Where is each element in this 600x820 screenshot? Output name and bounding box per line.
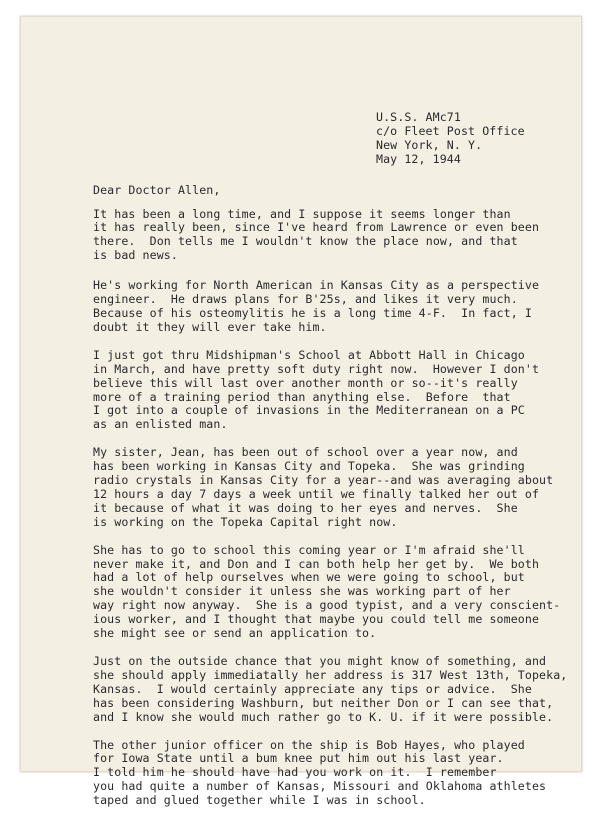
- text-line: engineer. He draws plans for B'25s, and likes it very much.: [93, 292, 518, 307]
- text-line: Just on the outside chance that you might know of something, and: [93, 654, 547, 668]
- text-line: Kansas. I would certainly appreciate any tips or advice. She: [93, 681, 532, 696]
- text-line: she should apply immediatally her address is 317 West 13th, Topeka,: [93, 667, 568, 682]
- letter-body: [93, 110, 568, 820]
- text-line: in March, and have pretty soft duty right now. However I don't: [93, 361, 540, 376]
- text-line: Because of his osteomylitis he is a long time 4-F. In fact, I: [93, 305, 532, 320]
- text-line: I got into a couple of invasions in the Mediterranean on a PC: [93, 403, 525, 418]
- salutation: Dear Doctor Allen,: [93, 182, 221, 197]
- paragraph-7: [93, 739, 563, 809]
- text-line: taped and glued together while I was in school.: [93, 793, 426, 808]
- text-line: doubt it they will ever take him.: [93, 319, 327, 334]
- text-line: is bad news.: [93, 248, 178, 263]
- text-line: It has been a long time, and I suppose it seems longer than: [93, 206, 511, 221]
- text-line: I just got thru Midshipman's School at Abbott Hall in Chicago: [93, 347, 525, 362]
- address-line: New York, N. Y.: [376, 137, 483, 152]
- text-line: it has really been, since I've heard from Lawrence or even been: [93, 220, 540, 235]
- text-line: He's working for North American in Kansas City as a perspective: [93, 278, 540, 293]
- letter-page: [20, 16, 582, 808]
- text-line: The other junior officer on the ship is Bob Hayes, who played: [93, 737, 525, 752]
- text-line: there. Don tells me I wouldn't know the place now, and that: [93, 234, 518, 249]
- letter-date: May 12, 1944: [376, 151, 461, 166]
- paragraph-3: [93, 349, 563, 432]
- text-line: and I know she would much rather go to K. U. if it were possible.: [93, 709, 554, 724]
- address-line: U.S.S. AMc71: [376, 110, 461, 124]
- text-line: as an enlisted man.: [93, 417, 228, 432]
- text-line: never make it, and Don and I can both help her get by. We both: [93, 556, 540, 571]
- paragraph-1: [93, 208, 563, 264]
- text-line: My sister, Jean, has been out of school over a year now, and: [93, 445, 518, 460]
- paragraph-4: [93, 446, 563, 529]
- text-line: radio crystals in Kansas City for a year--and was averaging about: [93, 473, 554, 488]
- paragraph-5: [93, 544, 563, 641]
- text-line: more of a training period than anything else. Before that: [93, 389, 511, 404]
- text-line: you had quite a number of Kansas, Missouri and Oklahoma athletes: [93, 779, 547, 794]
- text-line: I told him he should have had you work on it. I remember: [93, 765, 497, 780]
- return-address: [376, 111, 563, 167]
- text-line: it because of what it was doing to her eyes and nerves. She: [93, 500, 518, 515]
- text-line: she might see or send an application to.: [93, 626, 377, 641]
- paragraph-6: [93, 654, 568, 725]
- text-line: 12 hours a day 7 days a week until we finally talked her out of: [93, 486, 540, 501]
- text-line: has been working in Kansas City and Topeka. She was grinding: [93, 459, 525, 474]
- text-line: ious worker, and I thought that maybe you could tell me someone: [93, 612, 540, 627]
- text-line: way right now anyway. She is a good typist, and a very conscient-: [93, 598, 561, 613]
- text-line: for Iowa State until a bum knee put him out his last year.: [93, 751, 504, 766]
- text-line: is working on the Topeka Capital right now.: [93, 514, 398, 529]
- text-line: she wouldn't consider it unless she was working part of her: [93, 584, 511, 599]
- text-line: has been considering Washburn, but neither Don or I can see that,: [93, 695, 554, 710]
- text-line: She has to go to school this coming year or I'm afraid she'll: [93, 542, 525, 557]
- text-line: believe this will last over another month or so--it's really: [93, 375, 518, 390]
- address-line: c/o Fleet Post Office: [376, 123, 525, 138]
- paragraph-2: [93, 279, 563, 335]
- text-line: had a lot of help ourselves when we were going to school, but: [93, 570, 525, 585]
